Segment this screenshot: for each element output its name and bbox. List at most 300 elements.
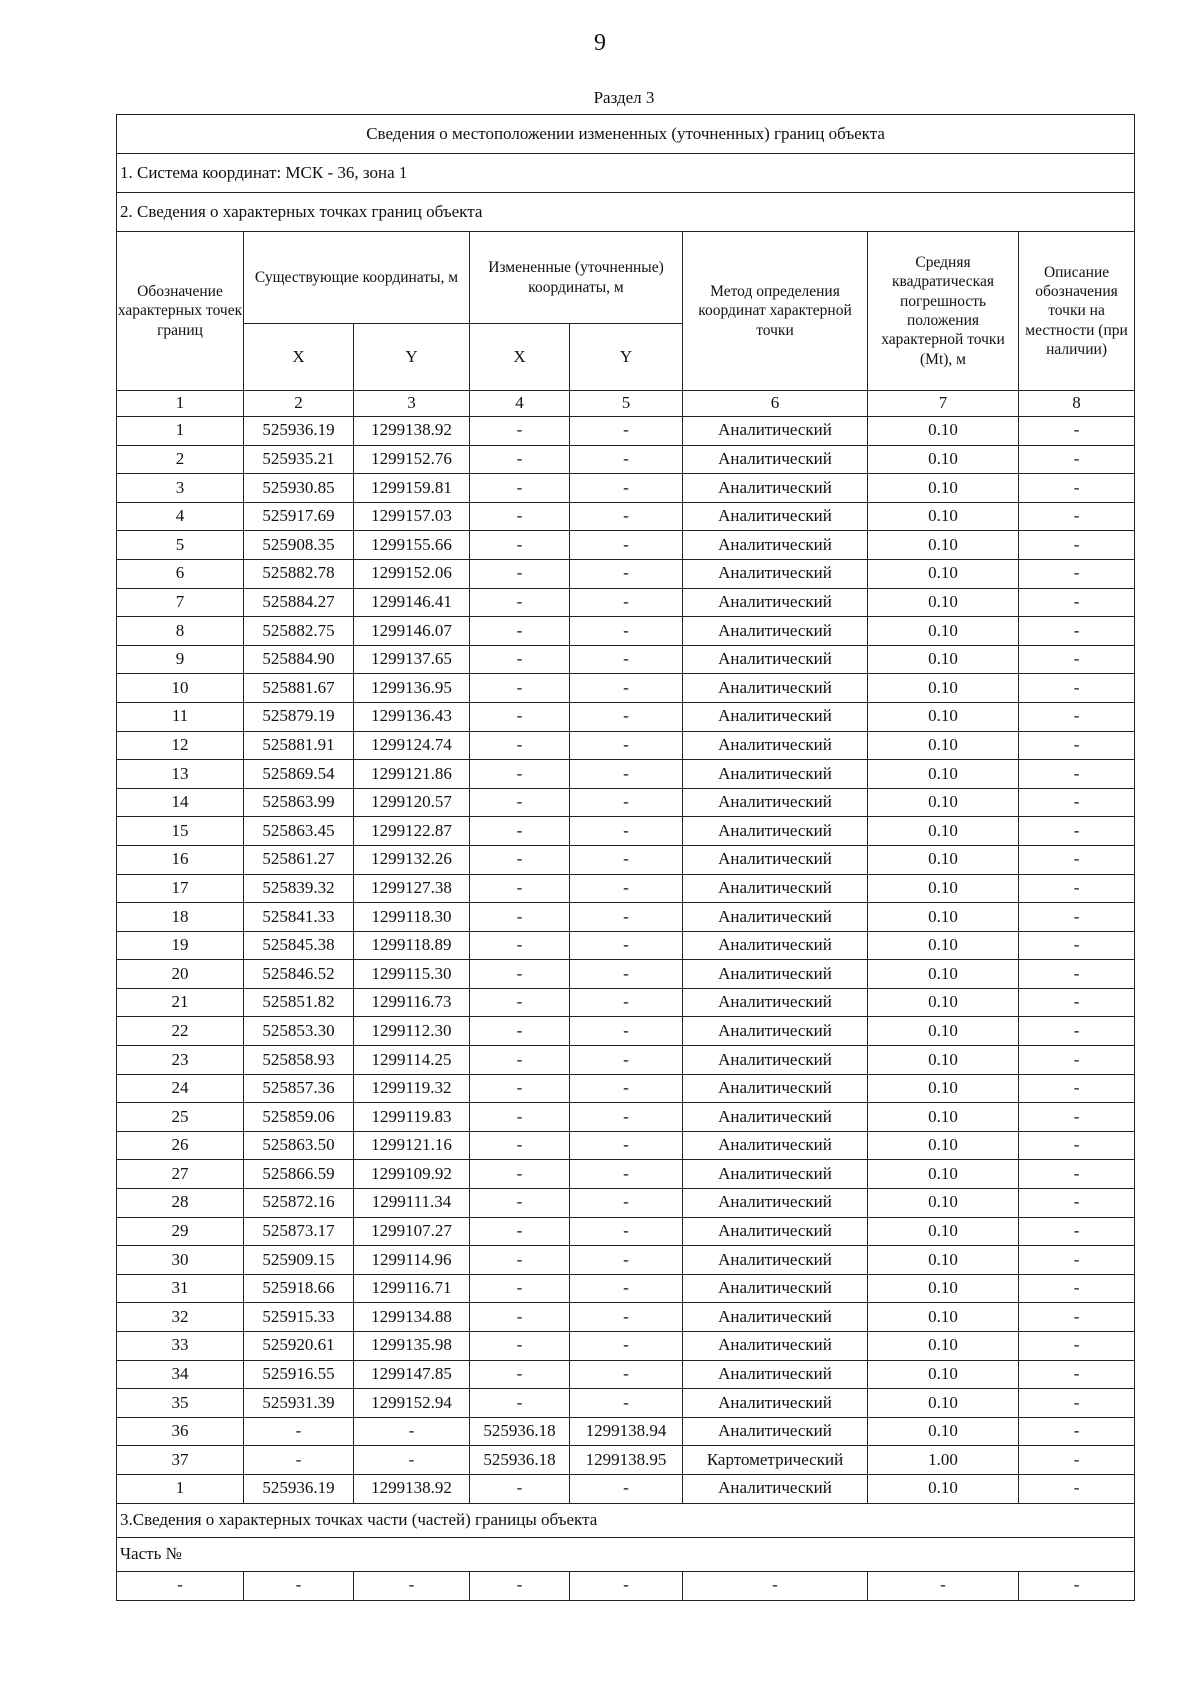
changed-y-cell: -: [570, 731, 683, 760]
accuracy-cell: 0.10: [868, 1131, 1019, 1160]
existing-y-cell: 1299135.98: [354, 1332, 470, 1361]
table-row: [117, 1446, 1135, 1475]
column-number: 1: [117, 391, 244, 417]
description-cell: -: [1019, 1160, 1135, 1189]
changed-y-cell: -: [570, 1074, 683, 1103]
table-row: [117, 445, 1135, 474]
existing-x-cell: 525916.55: [244, 1360, 354, 1389]
existing-y-cell: 1299152.76: [354, 445, 470, 474]
existing-y-cell: 1299124.74: [354, 731, 470, 760]
existing-y-cell: 1299109.92: [354, 1160, 470, 1189]
description-cell: -: [1019, 988, 1135, 1017]
changed-y-cell: 1299138.95: [570, 1446, 683, 1475]
method-cell: Аналитический: [683, 559, 868, 588]
parts-cell: -: [354, 1571, 470, 1600]
changed-y-cell: -: [570, 817, 683, 846]
existing-y-cell: 1299134.88: [354, 1303, 470, 1332]
table-row: [117, 1246, 1135, 1275]
method-cell: Аналитический: [683, 1303, 868, 1332]
changed-y-cell: -: [570, 1017, 683, 1046]
table-row: [117, 502, 1135, 531]
existing-y-cell: 1299114.25: [354, 1046, 470, 1075]
description-cell: -: [1019, 1046, 1135, 1075]
existing-x-cell: 525936.19: [244, 417, 354, 446]
table-row: [117, 903, 1135, 932]
point-id-cell: 1: [117, 417, 244, 446]
point-id-cell: 11: [117, 702, 244, 731]
table-row: [117, 931, 1135, 960]
accuracy-cell: 0.10: [868, 788, 1019, 817]
existing-x-cell: 525909.15: [244, 1246, 354, 1275]
method-cell: Аналитический: [683, 474, 868, 503]
point-id-cell: 4: [117, 502, 244, 531]
existing-x-cell: 525857.36: [244, 1074, 354, 1103]
changed-x-cell: -: [470, 588, 570, 617]
changed-x-cell: -: [470, 1389, 570, 1418]
existing-x-cell: 525858.93: [244, 1046, 354, 1075]
description-cell: -: [1019, 588, 1135, 617]
table-row: [117, 1389, 1135, 1418]
description-cell: -: [1019, 931, 1135, 960]
accuracy-cell: 0.10: [868, 1017, 1019, 1046]
table-row: [117, 1274, 1135, 1303]
description-cell: -: [1019, 731, 1135, 760]
changed-x-cell: -: [470, 1474, 570, 1503]
point-id-cell: 28: [117, 1189, 244, 1218]
table-row: [117, 874, 1135, 903]
existing-y-cell: 1299114.96: [354, 1246, 470, 1275]
method-cell: Аналитический: [683, 531, 868, 560]
point-id-cell: 32: [117, 1303, 244, 1332]
description-cell: -: [1019, 702, 1135, 731]
accuracy-cell: 0.10: [868, 559, 1019, 588]
changed-x-cell: -: [470, 417, 570, 446]
changed-x-cell: -: [470, 1274, 570, 1303]
changed-y-cell: -: [570, 474, 683, 503]
changed-x-cell: -: [470, 1160, 570, 1189]
point-id-cell: 22: [117, 1017, 244, 1046]
existing-y-cell: 1299136.43: [354, 702, 470, 731]
existing-x-cell: 525915.33: [244, 1303, 354, 1332]
changed-x-cell: -: [470, 674, 570, 703]
description-cell: -: [1019, 1189, 1135, 1218]
point-id-cell: 3: [117, 474, 244, 503]
method-cell: Аналитический: [683, 960, 868, 989]
description-cell: -: [1019, 1131, 1135, 1160]
changed-x-cell: -: [470, 874, 570, 903]
table-row: [117, 1160, 1135, 1189]
accuracy-cell: 0.10: [868, 674, 1019, 703]
changed-x-cell: -: [470, 1131, 570, 1160]
point-id-cell: 23: [117, 1046, 244, 1075]
changed-y-cell: -: [570, 1189, 683, 1218]
existing-x-cell: 525863.99: [244, 788, 354, 817]
changed-x-cell: -: [470, 1103, 570, 1132]
description-cell: -: [1019, 1303, 1135, 1332]
accuracy-cell: 0.10: [868, 1217, 1019, 1246]
existing-y-cell: 1299121.86: [354, 760, 470, 789]
description-cell: -: [1019, 1474, 1135, 1503]
coordinate-system: 1. Система координат: МСК - 36, зона 1: [117, 154, 1135, 193]
method-cell: Аналитический: [683, 817, 868, 846]
changed-y-cell: -: [570, 1474, 683, 1503]
changed-y-cell: -: [570, 1360, 683, 1389]
description-cell: -: [1019, 788, 1135, 817]
changed-y-cell: -: [570, 788, 683, 817]
method-cell: Аналитический: [683, 731, 868, 760]
existing-y-cell: 1299146.07: [354, 617, 470, 646]
accuracy-cell: 0.10: [868, 1160, 1019, 1189]
changed-y-cell: 1299138.94: [570, 1417, 683, 1446]
table-row: [117, 845, 1135, 874]
existing-x-cell: 525845.38: [244, 931, 354, 960]
accuracy-cell: 0.10: [868, 417, 1019, 446]
changed-x-cell: 525936.18: [470, 1417, 570, 1446]
section-title: Раздел 3: [593, 88, 655, 107]
point-id-cell: 5: [117, 531, 244, 560]
method-cell: Аналитический: [683, 502, 868, 531]
point-id-cell: 29: [117, 1217, 244, 1246]
method-cell: Аналитический: [683, 1131, 868, 1160]
changed-y-cell: -: [570, 1332, 683, 1361]
method-cell: Аналитический: [683, 874, 868, 903]
method-cell: Аналитический: [683, 645, 868, 674]
point-id-cell: 10: [117, 674, 244, 703]
changed-y-cell: -: [570, 845, 683, 874]
point-id-cell: 33: [117, 1332, 244, 1361]
point-id-cell: 12: [117, 731, 244, 760]
existing-y-cell: 1299152.94: [354, 1389, 470, 1418]
accuracy-cell: 0.10: [868, 903, 1019, 932]
header-changed-x: X: [470, 324, 570, 391]
description-cell: -: [1019, 845, 1135, 874]
point-id-cell: 17: [117, 874, 244, 903]
description-cell: -: [1019, 874, 1135, 903]
existing-x-cell: 525935.21: [244, 445, 354, 474]
parts-cell: -: [570, 1571, 683, 1600]
existing-x-cell: 525908.35: [244, 531, 354, 560]
changed-x-cell: -: [470, 1246, 570, 1275]
existing-y-cell: 1299138.92: [354, 417, 470, 446]
point-id-cell: 37: [117, 1446, 244, 1475]
table-row: [117, 1131, 1135, 1160]
table-row: [117, 417, 1135, 446]
method-cell: Аналитический: [683, 931, 868, 960]
accuracy-cell: 0.10: [868, 1046, 1019, 1075]
existing-x-cell: 525881.91: [244, 731, 354, 760]
method-cell: Аналитический: [683, 1274, 868, 1303]
table-row: [117, 674, 1135, 703]
changed-y-cell: -: [570, 960, 683, 989]
point-id-cell: 31: [117, 1274, 244, 1303]
existing-y-cell: 1299119.32: [354, 1074, 470, 1103]
existing-x-cell: 525931.39: [244, 1389, 354, 1418]
accuracy-cell: 0.10: [868, 1103, 1019, 1132]
parts-cell: -: [470, 1571, 570, 1600]
method-cell: Аналитический: [683, 1246, 868, 1275]
changed-x-cell: -: [470, 845, 570, 874]
changed-y-cell: -: [570, 903, 683, 932]
accuracy-cell: 0.10: [868, 760, 1019, 789]
changed-y-cell: -: [570, 559, 683, 588]
existing-x-cell: 525861.27: [244, 845, 354, 874]
changed-x-cell: 525936.18: [470, 1446, 570, 1475]
description-cell: -: [1019, 1074, 1135, 1103]
method-cell: Картометрический: [683, 1446, 868, 1475]
changed-x-cell: -: [470, 1217, 570, 1246]
changed-x-cell: -: [470, 731, 570, 760]
accuracy-cell: 0.10: [868, 502, 1019, 531]
method-cell: Аналитический: [683, 1474, 868, 1503]
table-row: [117, 988, 1135, 1017]
description-cell: -: [1019, 1217, 1135, 1246]
changed-x-cell: -: [470, 1017, 570, 1046]
table-row: [117, 760, 1135, 789]
changed-y-cell: -: [570, 1131, 683, 1160]
accuracy-cell: 0.10: [868, 931, 1019, 960]
accuracy-cell: 0.10: [868, 1246, 1019, 1275]
description-cell: -: [1019, 1274, 1135, 1303]
changed-x-cell: -: [470, 1332, 570, 1361]
parts-cell: -: [244, 1571, 354, 1600]
column-number-row: [117, 391, 1135, 417]
table-row: [117, 1046, 1135, 1075]
point-id-cell: 19: [117, 931, 244, 960]
description-cell: -: [1019, 817, 1135, 846]
method-cell: Аналитический: [683, 988, 868, 1017]
existing-y-cell: 1299136.95: [354, 674, 470, 703]
changed-x-cell: -: [470, 1360, 570, 1389]
header-method: Метод определения координат характерной точки: [683, 232, 868, 391]
existing-y-cell: 1299157.03: [354, 502, 470, 531]
part-label: Часть №: [117, 1537, 1135, 1571]
changed-y-cell: -: [570, 988, 683, 1017]
accuracy-cell: 0.10: [868, 845, 1019, 874]
description-cell: -: [1019, 645, 1135, 674]
point-id-cell: 24: [117, 1074, 244, 1103]
existing-y-cell: 1299116.73: [354, 988, 470, 1017]
accuracy-cell: 0.10: [868, 445, 1019, 474]
point-id-cell: 6: [117, 559, 244, 588]
method-cell: Аналитический: [683, 588, 868, 617]
parts-heading: 3.Сведения о характерных точках части (частей) границы объекта: [117, 1503, 1135, 1537]
description-cell: -: [1019, 960, 1135, 989]
accuracy-cell: 0.10: [868, 1332, 1019, 1361]
changed-x-cell: -: [470, 502, 570, 531]
existing-x-cell: 525841.33: [244, 903, 354, 932]
existing-x-cell: 525936.19: [244, 1474, 354, 1503]
table-row: [117, 1217, 1135, 1246]
existing-x-cell: 525866.59: [244, 1160, 354, 1189]
existing-x-cell: 525930.85: [244, 474, 354, 503]
method-cell: Аналитический: [683, 760, 868, 789]
existing-x-cell: 525918.66: [244, 1274, 354, 1303]
accuracy-cell: 0.10: [868, 617, 1019, 646]
accuracy-cell: 0.10: [868, 874, 1019, 903]
changed-x-cell: -: [470, 960, 570, 989]
method-cell: Аналитический: [683, 1160, 868, 1189]
description-cell: -: [1019, 559, 1135, 588]
method-cell: Аналитический: [683, 1332, 868, 1361]
existing-y-cell: 1299127.38: [354, 874, 470, 903]
parts-row: [117, 1571, 1135, 1600]
point-id-cell: 13: [117, 760, 244, 789]
existing-x-cell: 525869.54: [244, 760, 354, 789]
header-description: Описание обозначения точки на местности (при наличии): [1019, 232, 1135, 391]
table-row: [117, 731, 1135, 760]
point-id-cell: 25: [117, 1103, 244, 1132]
changed-x-cell: -: [470, 903, 570, 932]
method-cell: Аналитический: [683, 674, 868, 703]
parts-cell: -: [1019, 1571, 1135, 1600]
description-cell: -: [1019, 474, 1135, 503]
header-existing-coordinates: Существующие координаты, м: [244, 232, 470, 324]
changed-y-cell: -: [570, 617, 683, 646]
existing-x-cell: 525851.82: [244, 988, 354, 1017]
table-row: [117, 788, 1135, 817]
changed-y-cell: -: [570, 674, 683, 703]
existing-x-cell: 525882.78: [244, 559, 354, 588]
existing-y-cell: 1299118.30: [354, 903, 470, 932]
method-cell: Аналитический: [683, 1046, 868, 1075]
method-cell: Аналитический: [683, 702, 868, 731]
point-id-cell: 18: [117, 903, 244, 932]
existing-x-cell: 525872.16: [244, 1189, 354, 1218]
method-cell: Аналитический: [683, 1103, 868, 1132]
method-cell: Аналитический: [683, 1074, 868, 1103]
accuracy-cell: 0.10: [868, 960, 1019, 989]
column-number: 8: [1019, 391, 1135, 417]
description-cell: -: [1019, 760, 1135, 789]
description-cell: -: [1019, 1417, 1135, 1446]
changed-x-cell: -: [470, 988, 570, 1017]
existing-x-cell: 525884.90: [244, 645, 354, 674]
point-id-cell: 7: [117, 588, 244, 617]
accuracy-cell: 0.10: [868, 988, 1019, 1017]
table-row: [117, 1332, 1135, 1361]
changed-y-cell: -: [570, 931, 683, 960]
table-row: [117, 645, 1135, 674]
existing-y-cell: 1299146.41: [354, 588, 470, 617]
header-changed-y: Y: [570, 324, 683, 391]
existing-y-cell: 1299116.71: [354, 1274, 470, 1303]
existing-x-cell: -: [244, 1446, 354, 1475]
accuracy-cell: 0.10: [868, 817, 1019, 846]
existing-x-cell: 525859.06: [244, 1103, 354, 1132]
changed-y-cell: -: [570, 1103, 683, 1132]
method-cell: Аналитический: [683, 1360, 868, 1389]
changed-x-cell: -: [470, 760, 570, 789]
existing-y-cell: 1299122.87: [354, 817, 470, 846]
points-heading: 2. Сведения о характерных точках границ объекта: [117, 193, 1135, 232]
changed-y-cell: -: [570, 531, 683, 560]
column-number: 3: [354, 391, 470, 417]
description-cell: -: [1019, 617, 1135, 646]
changed-x-cell: -: [470, 931, 570, 960]
point-id-cell: 30: [117, 1246, 244, 1275]
changed-y-cell: -: [570, 760, 683, 789]
column-number: 7: [868, 391, 1019, 417]
changed-y-cell: -: [570, 1303, 683, 1332]
existing-y-cell: 1299137.65: [354, 645, 470, 674]
existing-x-cell: 525873.17: [244, 1217, 354, 1246]
method-cell: Аналитический: [683, 1417, 868, 1446]
table-row: [117, 1303, 1135, 1332]
accuracy-cell: 0.10: [868, 702, 1019, 731]
existing-y-cell: 1299107.27: [354, 1217, 470, 1246]
existing-y-cell: 1299119.83: [354, 1103, 470, 1132]
changed-y-cell: -: [570, 1246, 683, 1275]
existing-x-cell: 525884.27: [244, 588, 354, 617]
changed-x-cell: -: [470, 817, 570, 846]
description-cell: -: [1019, 1360, 1135, 1389]
description-cell: -: [1019, 1246, 1135, 1275]
existing-y-cell: 1299121.16: [354, 1131, 470, 1160]
boundary-points-table: [116, 114, 1135, 1601]
table-row: [117, 1474, 1135, 1503]
point-id-cell: 8: [117, 617, 244, 646]
header-changed-coordinates: Измененные (уточненные) координаты, м: [470, 232, 683, 324]
column-number: 6: [683, 391, 868, 417]
header-designation: Обозначение характерных точек границ: [117, 232, 244, 391]
changed-y-cell: -: [570, 1389, 683, 1418]
table-row: [117, 1017, 1135, 1046]
changed-x-cell: -: [470, 1189, 570, 1218]
changed-y-cell: -: [570, 1217, 683, 1246]
existing-x-cell: 525881.67: [244, 674, 354, 703]
existing-y-cell: -: [354, 1446, 470, 1475]
column-number: 4: [470, 391, 570, 417]
point-id-cell: 26: [117, 1131, 244, 1160]
accuracy-cell: 0.10: [868, 731, 1019, 760]
existing-x-cell: 525882.75: [244, 617, 354, 646]
table-row: [117, 531, 1135, 560]
column-number: 5: [570, 391, 683, 417]
description-cell: -: [1019, 531, 1135, 560]
column-number: 2: [244, 391, 354, 417]
table-row: [117, 588, 1135, 617]
description-cell: -: [1019, 1017, 1135, 1046]
table-row: [117, 1417, 1135, 1446]
changed-y-cell: -: [570, 445, 683, 474]
method-cell: Аналитический: [683, 845, 868, 874]
header-accuracy: Средняя квадратическая погрешность положения характерной точки (Mt), м: [868, 232, 1019, 391]
accuracy-cell: 0.10: [868, 588, 1019, 617]
point-id-cell: 15: [117, 817, 244, 846]
table-row: [117, 617, 1135, 646]
existing-x-cell: 525863.50: [244, 1131, 354, 1160]
header-existing-y: Y: [354, 324, 470, 391]
parts-cell: -: [683, 1571, 868, 1600]
existing-y-cell: 1299115.30: [354, 960, 470, 989]
description-cell: -: [1019, 445, 1135, 474]
point-id-cell: 20: [117, 960, 244, 989]
table-row: [117, 1189, 1135, 1218]
changed-x-cell: -: [470, 531, 570, 560]
changed-x-cell: -: [470, 788, 570, 817]
changed-x-cell: -: [470, 1303, 570, 1332]
changed-y-cell: -: [570, 702, 683, 731]
changed-y-cell: -: [570, 588, 683, 617]
method-cell: Аналитический: [683, 1189, 868, 1218]
parts-cell: -: [868, 1571, 1019, 1600]
accuracy-cell: 0.10: [868, 645, 1019, 674]
existing-x-cell: 525917.69: [244, 502, 354, 531]
method-cell: Аналитический: [683, 788, 868, 817]
description-cell: -: [1019, 1446, 1135, 1475]
changed-y-cell: -: [570, 1274, 683, 1303]
point-id-cell: 34: [117, 1360, 244, 1389]
